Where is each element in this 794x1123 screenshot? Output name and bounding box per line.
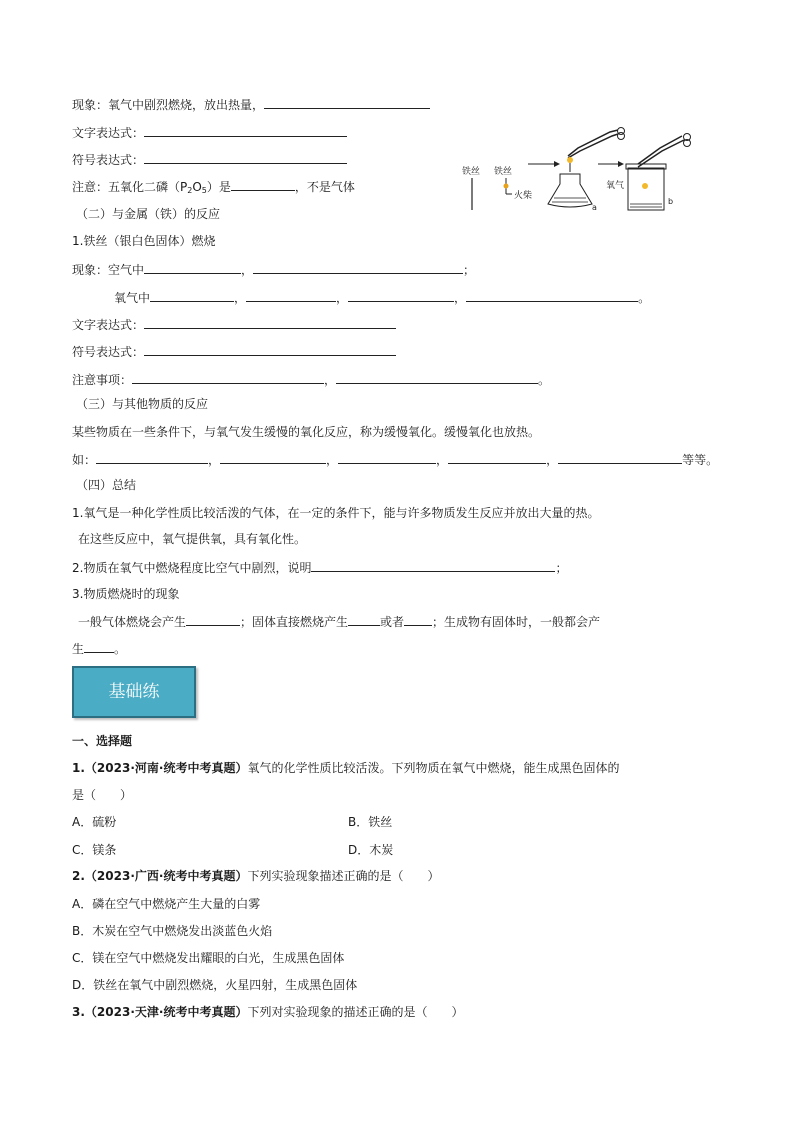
- symbol-equation-line: 符号表达式：: [72, 152, 347, 167]
- phosphorus-phenomenon: 现象：氧气中剧烈燃烧，放出热量，: [72, 97, 430, 112]
- answer-blank[interactable]: [144, 125, 347, 137]
- examples-line: 如： ， ， ， ， 等等。: [72, 453, 719, 467]
- combustion-phenomena: 一般气体燃烧会产生 ；固体直接燃烧产生 或者 ；生成物有固体时，一般都会产: [78, 615, 601, 629]
- q2-option-b[interactable]: B．木炭在空气中燃烧发出淡蓝色火焰: [72, 924, 273, 938]
- answer-blank[interactable]: [558, 452, 682, 464]
- q2-option-d[interactable]: D．铁丝在氧气中剧烈燃烧，火星四射，生成黑色固体: [72, 978, 358, 992]
- answer-blank[interactable]: [466, 290, 638, 302]
- answer-blank[interactable]: [338, 452, 436, 464]
- exercise-section-title: 一、选择题: [72, 734, 133, 748]
- fig-label-b: b: [668, 197, 674, 206]
- fig-label-a: a: [592, 203, 597, 212]
- match-flame-icon: [504, 184, 509, 189]
- answer-blank[interactable]: [150, 290, 234, 302]
- q1-option-b[interactable]: B．铁丝: [348, 815, 393, 829]
- section-heading: （二）与金属（铁）的反应: [76, 207, 221, 221]
- combustion-phenomena-cont: 生 。: [72, 642, 127, 656]
- summary-point-1: 1.氧气是一种化学性质比较活泼的气体，在一定的条件下，能与许多物质发生反应并放出大量的热。: [72, 506, 600, 520]
- summary-point-2: 2.物质在氧气中燃烧程度比空气中剧烈，说明 ；: [72, 561, 568, 575]
- q1-option-d[interactable]: D．木炭: [348, 843, 394, 857]
- answer-blank[interactable]: [336, 372, 538, 384]
- p2o5-note: 注意：五氧化二磷$(P_2O_5)$是 ，不是气体: [72, 180, 355, 195]
- word-equation-line: 文字表达式：: [72, 317, 396, 332]
- iron-oxygen-phenomenon: 氧气中 ， ， ， 。: [114, 291, 651, 305]
- fig-label-wire2: 铁丝: [494, 167, 513, 177]
- answer-blank[interactable]: [132, 372, 324, 384]
- answer-blank[interactable]: [348, 290, 454, 302]
- slow-oxidation-desc: 某些物质在一些条件下，与氧气发生缓慢的氧化反应，称为缓慢氧化。缓慢氧化也放热。: [72, 425, 541, 439]
- answer-blank[interactable]: [96, 452, 208, 464]
- summary-point-1b: 在这些反应中，氧气提供氧，具有氧化性。: [78, 532, 307, 546]
- answer-blank[interactable]: [264, 97, 430, 109]
- question-3: 3.（2023·天津·统考中考真题）下列对实验现象的描述正确的是（ ）: [72, 1005, 464, 1019]
- answer-blank[interactable]: [144, 152, 347, 164]
- answer-blank[interactable]: [144, 317, 396, 329]
- answer-blank[interactable]: [404, 614, 432, 626]
- answer-blank[interactable]: [186, 614, 240, 626]
- iron-air-phenomenon: 现象：空气中 ， ；: [72, 263, 476, 277]
- question-1-cont: 是（ ）: [72, 788, 133, 802]
- symbol-equation-line: 符号表达式：: [72, 344, 396, 359]
- question-2: 2.（2023·广西·统考中考真题）下列实验现象描述正确的是（ ）: [72, 869, 440, 883]
- q2-option-c[interactable]: C．镁在空气中燃烧发出耀眼的白光，生成黑色固体: [72, 951, 345, 965]
- notes-line: 注意事项： ， 。: [72, 373, 551, 387]
- answer-blank[interactable]: [84, 641, 114, 653]
- answer-blank[interactable]: [144, 262, 241, 274]
- answer-blank[interactable]: [311, 560, 555, 572]
- fig-label-wire1: 铁丝: [462, 167, 481, 177]
- answer-blank[interactable]: [253, 262, 463, 274]
- summary-point-3: 3.物质燃烧时的现象: [72, 587, 180, 601]
- q2-option-a[interactable]: A．磷在空气中燃烧产生大量的白雾: [72, 897, 261, 911]
- basic-practice-badge: 基础练: [72, 666, 196, 718]
- answer-blank[interactable]: [144, 344, 396, 356]
- answer-blank[interactable]: [231, 179, 295, 191]
- fig-label-oxygen: 氧气: [605, 181, 624, 191]
- section-heading: （三）与其他物质的反应: [76, 397, 209, 411]
- q1-option-a[interactable]: A．硫粉: [72, 815, 117, 829]
- q1-option-c[interactable]: C．镁条: [72, 843, 117, 857]
- answer-blank[interactable]: [246, 290, 336, 302]
- subheading: 1.铁丝（银白色固体）燃烧: [72, 234, 216, 248]
- answer-blank[interactable]: [220, 452, 326, 464]
- section-heading: （四）总结: [76, 478, 137, 492]
- question-1: 1.（2023·河南·统考中考真题）氧气的化学性质比较活泼。下列物质在氧气中燃烧，能生成黑色固体的: [72, 761, 620, 775]
- answer-blank[interactable]: [448, 452, 546, 464]
- fig-label-match: 火柴: [514, 191, 533, 201]
- word-equation-line: 文字表达式：: [72, 125, 347, 140]
- answer-blank[interactable]: [348, 614, 380, 626]
- iron-wire-combustion-figure: [460, 126, 700, 218]
